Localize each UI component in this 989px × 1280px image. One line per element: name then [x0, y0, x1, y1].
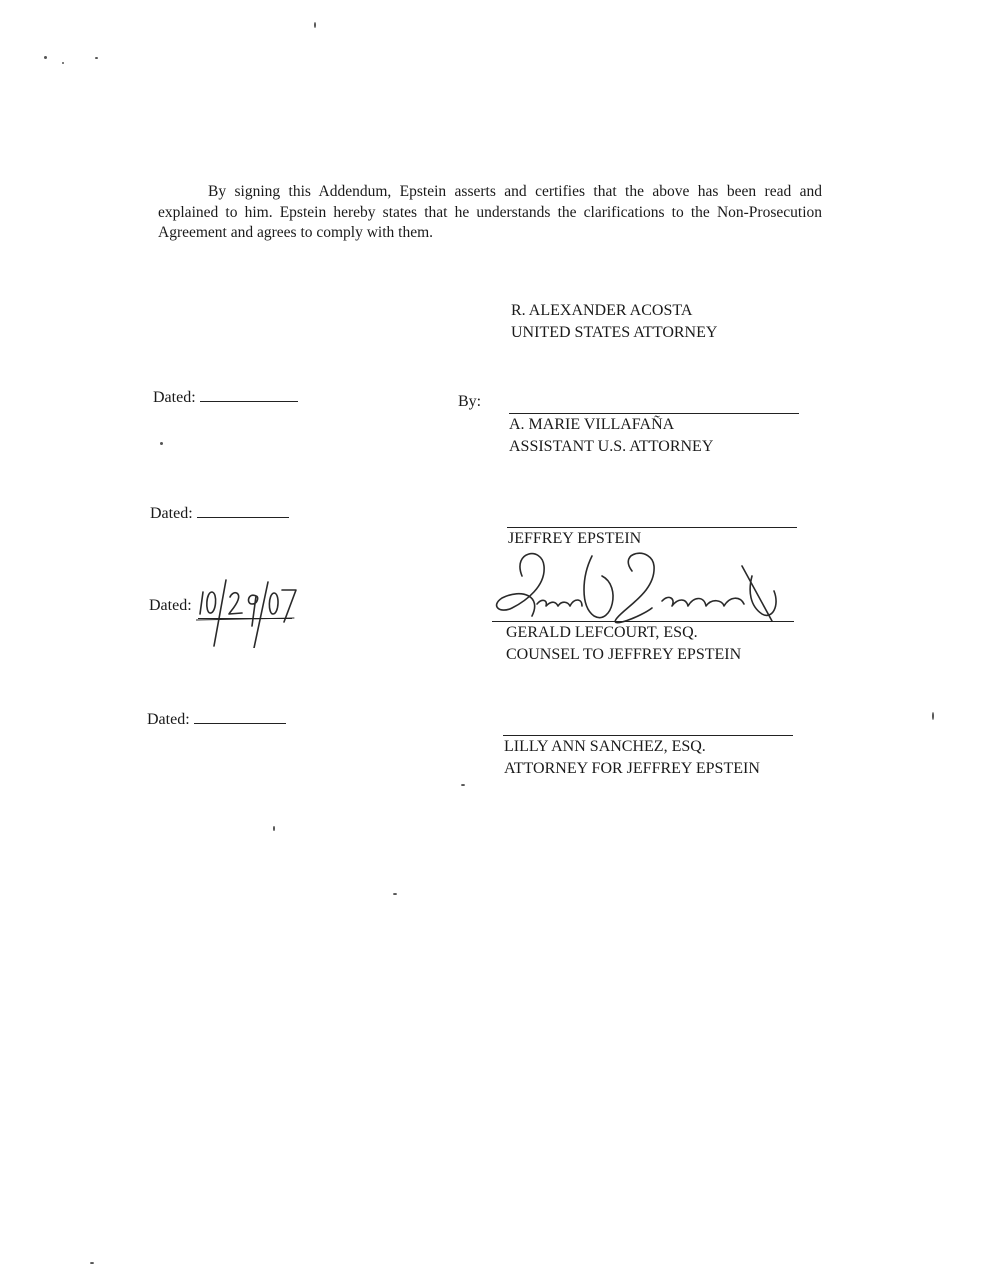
signatory-name: JEFFREY EPSTEIN	[508, 530, 642, 547]
signatory-name: LILLY ANN SANCHEZ, ESQ.	[504, 738, 706, 755]
dated-label: Dated:	[150, 505, 193, 522]
scan-speck	[932, 712, 934, 720]
date-underline-3	[198, 618, 292, 619]
dated-label: Dated:	[149, 597, 192, 614]
handwritten-date-10-29-07	[196, 578, 306, 648]
scan-speck	[62, 62, 64, 64]
dated-field-2	[150, 505, 289, 523]
lefcourt-block	[506, 622, 741, 666]
dated-label: Dated:	[147, 711, 190, 728]
signatory-title: ATTORNEY FOR JEFFREY EPSTEIN	[504, 760, 760, 777]
scan-speck	[314, 22, 316, 28]
date-blank-4	[194, 723, 286, 724]
signatory-title: COUNSEL TO JEFFREY EPSTEIN	[506, 646, 742, 663]
date-blank-1	[200, 401, 298, 402]
signatory-name: GERALD LEFCOURT, ESQ.	[506, 624, 698, 641]
dated-field-4	[147, 711, 286, 729]
signatory-name: A. MARIE VILLAFAÑA	[509, 416, 675, 433]
dated-field-3	[149, 597, 192, 615]
villafana-block	[509, 414, 713, 458]
date-blank-2	[197, 517, 289, 518]
sanchez-block	[504, 736, 760, 780]
scan-speck	[461, 784, 465, 786]
addendum-certification-paragraph	[158, 182, 822, 244]
scan-speck	[44, 56, 47, 59]
by-label: By:	[458, 393, 482, 410]
scan-speck	[393, 893, 397, 895]
us-attorney-name: R. ALEXANDER ACOSTA	[511, 302, 693, 319]
scan-speck	[90, 1262, 94, 1264]
paragraph-text: By signing this Addendum, Epstein asserts and certifies that the above has been read and explained to him. Epstein hereby states that he understands the clarifications to the Non-Prosecution Agreement and agrees to comply with them.	[158, 183, 822, 241]
scan-speck	[95, 57, 98, 59]
signatory-title: ASSISTANT U.S. ATTORNEY	[509, 438, 714, 455]
us-attorney-block	[511, 300, 717, 344]
us-attorney-title: UNITED STATES ATTORNEY	[511, 324, 718, 341]
dated-field-1	[153, 389, 298, 407]
scan-speck	[273, 826, 275, 831]
scan-speck	[160, 442, 163, 445]
dated-label: Dated:	[153, 389, 196, 406]
